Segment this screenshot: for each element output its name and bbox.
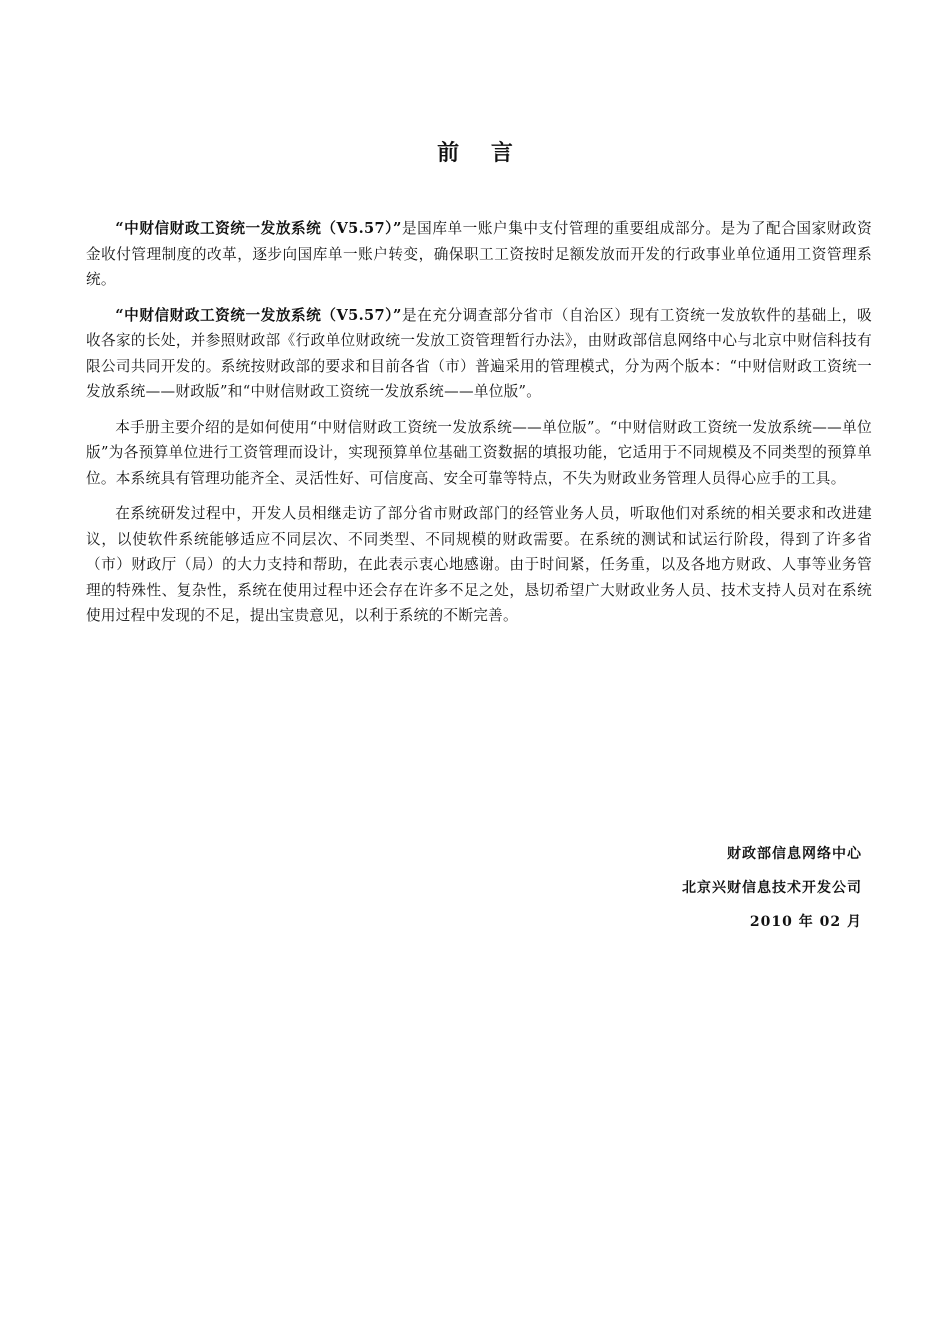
- paragraph-text: 在系统研发过程中，开发人员相继走访了部分省市财政部门的经管业务人员，听取他们对系统的相关要求和改进建议，以使软件系统能够适应不同层次、不同类型、不同规模的财政需要。在系统的测试和试运行阶段，得到了许多省（市）财政厅（局）的大力支持和帮助，在此表示衷心地感谢。由于时间紧，任务重，以及各地方财政、人事等业务管理的特殊性、复杂性，系统在使用过程中还会存在许多不足之处，恳切希望广大财政业务人员、技术支持人员对在系统使用过程中发现的不足，提出宝贵意见，以利于系统的不断完善。: [86, 505, 872, 624]
- product-name: “中财信财政工资统一发放系统（V5.57）”: [115, 220, 402, 237]
- page-title: 前 言: [437, 140, 525, 166]
- paragraph-text: 本手册主要介绍的是如何使用“中财信财政工资统一发放系统——单位版”。“中财信财政工资统一发放系统——单位版”为各预算单位进行工资管理而设计，实现预算单位基础工资数据的填报功能，它适用于不同规模及不同类型的预算单位。本系统具有管理功能齐全、灵活性好、可信度高、安全可靠等特点，不失为财政业务管理人员得心应手的工具。: [86, 418, 872, 487]
- signature-date: 2010 年 02 月: [749, 914, 862, 930]
- paragraph-2: [86, 303, 872, 405]
- signature-org-1: 财政部信息网络中心: [727, 846, 862, 862]
- product-name: “中财信财政工资统一发放系统（V5.57）”: [115, 306, 402, 324]
- paragraph-1: [86, 216, 872, 293]
- preface-body: [86, 216, 872, 639]
- paragraph-3: [86, 415, 872, 492]
- paragraph-text: 是在充分调查部分省市（自治区）现有工资统一发放软件的基础上，吸收各家的长处，并参照财政部《行政单位财政统一发放工资管理暂行办法》，由财政部信息网络中心与北京中财信科技有限公司共同开发的。系统按财政部的要求和目前各省（市）普遍采用的管理模式，分为两个版本：“中财信财政工资统一发放系统——财政版”和“中财信财政工资统一发放系统——单位版”。: [86, 306, 872, 400]
- paragraph-4: [86, 501, 872, 629]
- paragraph-text: 是国库单一账户集中支付管理的重要组成部分。是为了配合国家财政资金收付管理制度的改革，逐步向国库单一账户转变，确保职工工资按时足额发放而开发的行政事业单位通用工资管理系统。: [86, 220, 872, 288]
- signature-org-2: 北京兴财信息技术开发公司: [682, 880, 862, 896]
